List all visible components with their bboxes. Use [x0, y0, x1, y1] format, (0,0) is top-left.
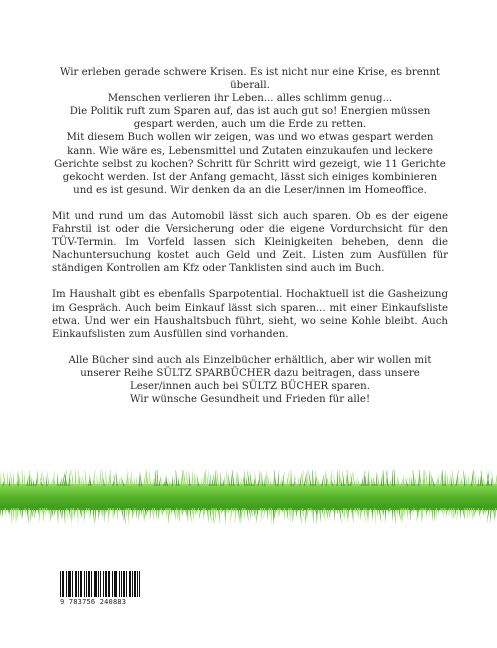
grass-blade [116, 470, 118, 486]
grass-blade [299, 471, 302, 486]
grass-blade [22, 470, 24, 486]
blurb-paragraph-series [52, 354, 448, 406]
grass-blade [383, 508, 384, 517]
grass-blade [200, 477, 201, 486]
grass-blade [66, 508, 67, 521]
grass-blade [261, 471, 263, 486]
grass-blade [238, 471, 239, 486]
grass-blade [13, 470, 15, 486]
grass-blade [337, 508, 338, 515]
blurb-line: Die Politik ruft zum Sparen auf, das ist auch gut so! Energien müssen gespart werden, auch um die Erde zu retten. [69, 106, 431, 131]
grass-blade [139, 472, 140, 486]
grass-blade [189, 508, 191, 523]
grass-blade [466, 508, 467, 520]
grass-blade [108, 508, 109, 524]
grass-blade [363, 508, 366, 524]
blurb-paragraph-intro [52, 66, 448, 197]
grass-blade [20, 508, 22, 519]
grass-blade [128, 508, 129, 525]
grass-blade [112, 508, 113, 521]
grass-blade [425, 470, 428, 486]
grass-blade [392, 470, 394, 486]
grass-blade [290, 508, 291, 525]
grass-blade [348, 508, 349, 523]
grass-blade [213, 477, 215, 486]
barcode-bar [135, 571, 136, 597]
grass-blade [264, 474, 265, 486]
barcode [60, 571, 140, 597]
grass-blade [250, 470, 253, 486]
grass-blade [389, 477, 391, 486]
grass-blade [456, 508, 459, 521]
grass-blade [438, 508, 439, 514]
barcode-bar [121, 571, 122, 597]
grass-blade [282, 508, 283, 514]
grass-blade [10, 470, 12, 486]
grass-blade [22, 508, 23, 520]
grass-blade [372, 508, 373, 522]
grass-blade [161, 477, 162, 486]
grass-blade [139, 508, 140, 522]
barcode-bar [84, 571, 85, 597]
barcode-bar [137, 571, 138, 597]
grass-blade [172, 475, 173, 486]
grass-blade [132, 508, 133, 520]
grass-blade [319, 508, 321, 523]
grass-blade [337, 470, 338, 486]
grass-blade [493, 508, 495, 522]
barcode-bar [126, 571, 127, 597]
grass-blade [293, 508, 294, 524]
grass-blade [88, 508, 89, 514]
grass-blade [339, 508, 342, 524]
grass-blade [464, 508, 465, 522]
grass-blade [50, 508, 52, 523]
grass-blade [286, 508, 288, 522]
grass-blade [312, 508, 313, 525]
grass-blade [29, 470, 31, 486]
barcode-digits: 9 783756 240883 [60, 598, 127, 606]
grass-blade [57, 472, 58, 486]
grass-blade [84, 470, 87, 486]
grass-blade [290, 470, 291, 486]
grass-blade [323, 508, 325, 523]
grass-blade [209, 473, 211, 486]
blurb-line: Menschen verlieren ihr Leben... alles schlimm genug... [107, 93, 393, 105]
grass-blade [396, 508, 398, 515]
grass-blade [176, 470, 178, 486]
grass-blade [451, 476, 452, 486]
grass-blade [31, 475, 32, 486]
grass-blade [140, 471, 142, 486]
grass-blade [150, 508, 151, 520]
grass-blade [255, 508, 256, 516]
grass-blade [407, 508, 408, 520]
grass-blade [101, 508, 102, 518]
barcode-bar [70, 571, 71, 597]
grass-blade [110, 470, 112, 486]
grass-blade [57, 508, 58, 525]
grass-blade [451, 508, 452, 520]
blurb-paragraph-haushalt: Im Haushalt gibt es ebenfalls Sparpotential. Hochaktuell ist die Gasheizung im Gespräch. Auch beim Einkauf lässt sich sparen... mit einer Einkaufsliste etwa. Und wer ein Haushaltsbuch führt, sieht, wo seine Kohle bleibt. Auch Einkaufslisten zum Ausfüllen sind vorhanden. [52, 289, 448, 340]
grass-blade [86, 508, 87, 517]
grass-blade [141, 508, 142, 517]
grass-blade [447, 473, 448, 486]
barcode-bar [112, 571, 113, 597]
grass-blade [11, 508, 12, 526]
grass-blade [187, 508, 188, 522]
blurb-line: Alle Bücher sind auch als Einzelbücher erhältlich, aber wir wollen mit unserer Reihe SÜLTZ SPARBÜCHER dazu beitragen, dass unsere Leser/innen auch bei SÜLTZ BÜCHER sparen. [68, 354, 432, 392]
barcode-bar [100, 571, 101, 597]
grass-blade [246, 508, 248, 523]
grass-blade [463, 470, 465, 486]
barcode-bar [96, 571, 97, 597]
grass-blade [9, 508, 10, 516]
barcode-bar [63, 571, 64, 597]
grass-blade [106, 470, 107, 486]
grass-blade [396, 475, 398, 486]
grass-blade [474, 471, 476, 486]
grass-blade [376, 471, 377, 486]
grass-blade [299, 508, 301, 525]
grass-blade [394, 508, 396, 525]
grass-blade [95, 508, 96, 523]
barcode-bar [123, 571, 124, 597]
blurb-line: Wir erleben gerade schwere Krisen. Es ist nicht nur eine Krise, es brennt überall. [60, 67, 440, 92]
grass-blade [9, 476, 10, 486]
barcode-bar [89, 571, 90, 597]
grass-blade [30, 508, 32, 523]
grass-blade [409, 475, 410, 486]
barcode-bar [106, 571, 107, 597]
grass-blade [266, 470, 267, 486]
grass-blade [99, 470, 101, 486]
grass-blade [68, 470, 70, 486]
grass-blade [440, 470, 443, 486]
grass-blade [490, 508, 492, 525]
grass-blade [15, 508, 16, 525]
grass-blade [13, 508, 14, 523]
grass-blade [226, 470, 228, 486]
barcode-bar [108, 571, 109, 597]
grass-blade [125, 508, 126, 518]
barcode-bar [66, 571, 67, 597]
grass-blade [70, 477, 71, 486]
grass-blade [385, 508, 386, 524]
grass-blade [328, 508, 329, 514]
grass-blade [284, 508, 285, 522]
barcode-bar [75, 571, 76, 597]
barcode-bar [139, 571, 140, 597]
blurb-paragraph-auto: Mit und rund um das Automobil lässt sich auch sparen. Ob es der eigene Fahrstil ist oder die Versicherung oder die eigene Vordurchsicht für den TÜV-Termin. Im Vorfeld lassen sich Kleinigkeiten beheben, denn die Nachuntersuchung kostet auch Geld und Zeit. Listen zum Ausfüllen für ständigen Kontrollen am Kfz oder Tanklisten sind auch im Buch. [52, 210, 448, 275]
grass-blade [240, 508, 241, 525]
grass-blade [453, 508, 454, 519]
grass-blade [214, 508, 217, 525]
grass-blade [342, 470, 344, 486]
grass-blade [367, 470, 368, 486]
grass-blade [473, 508, 474, 519]
barcode-bar [132, 571, 133, 597]
grass-blade [367, 508, 368, 523]
grass-blade [228, 472, 230, 486]
barcode-bar [86, 571, 87, 597]
grass-blade [123, 508, 125, 526]
back-cover-blurb [52, 66, 448, 419]
grass-blade [161, 508, 162, 515]
grass-blade [77, 508, 78, 525]
grass-blade [194, 471, 195, 486]
grass-blade [469, 508, 470, 519]
barcode-bar [116, 571, 117, 597]
grass-blade [431, 508, 433, 522]
grass-blade [189, 470, 191, 486]
barcode-bar [103, 571, 104, 597]
grass-blade [71, 470, 74, 486]
barcode-bar [124, 571, 125, 597]
blurb-line: Mit diesem Buch wollen wir zeigen, was und wo etwas gespart werden kann. Wie wäre es, Lebensmittel und Zutaten einzukaufen und leckere Gerichte selbst zu kochen? Schritt für Schritt wird gezeigt, wie 11 Gerichte gekocht werden. Ist der Anfang gemacht, lässt sich einiges kombinieren und es ist gesund. Wir denken da an die Leser/innen im Homeoffice. [54, 132, 446, 196]
barcode-bar [68, 571, 69, 597]
grass-blade [48, 508, 49, 515]
barcode-bar [72, 571, 73, 597]
grass-blade [394, 470, 395, 486]
grass-blade [0, 471, 1, 486]
grass-blade [207, 508, 209, 523]
barcode-bar [80, 571, 81, 597]
grass-blade [64, 508, 65, 526]
grass-blade [24, 472, 25, 486]
grass-blade [174, 477, 175, 486]
grass-blade [491, 476, 492, 486]
grass-blade [119, 478, 120, 486]
grass-blade [218, 508, 220, 524]
grass-blade [383, 470, 384, 486]
grass-blade [149, 470, 151, 486]
grass-blade [273, 508, 274, 526]
grass-blade [233, 508, 234, 515]
barcode-bar [78, 571, 79, 597]
grass-blade [92, 508, 94, 525]
grass-blade [392, 508, 393, 523]
grass-blade [436, 508, 437, 522]
grass-blade [487, 508, 490, 524]
barcode-bar [98, 571, 99, 597]
grass-blade [0, 508, 1, 517]
grass-blade [449, 472, 451, 486]
grass-blade [277, 508, 278, 518]
grass-blade [81, 508, 82, 517]
blurb-line: Wir wünsche Gesundheit und Frieden für alle! [129, 394, 371, 406]
grass-blade [75, 470, 76, 486]
grass-blade [119, 508, 120, 514]
barcode-bar [94, 571, 95, 597]
grass-blade [103, 476, 104, 486]
grass-blade [230, 508, 232, 524]
grass-blade [378, 508, 381, 523]
barcode-bar [60, 571, 61, 597]
grass-blade [53, 470, 55, 486]
barcode-bar [115, 571, 116, 597]
grass-blade [143, 508, 144, 520]
barcode-bar [62, 571, 63, 597]
grass-blade [186, 470, 188, 486]
grass-blade [268, 508, 269, 517]
grass-blade [429, 470, 430, 486]
grass-blade [16, 508, 19, 522]
grass-blade [235, 470, 237, 486]
grass-blade [458, 471, 459, 486]
grass-blade [477, 476, 478, 486]
grass-blade [316, 508, 318, 525]
grass-blade [238, 508, 240, 523]
grass-blade [412, 470, 415, 486]
grass-blade [180, 508, 182, 516]
grass-blade [449, 508, 451, 517]
barcode-bar [134, 571, 135, 597]
barcode-bar [130, 571, 131, 597]
grass-blade [460, 508, 461, 520]
grass-blade [312, 470, 313, 486]
barcode-bar [119, 571, 120, 597]
grass-blade [156, 508, 157, 519]
grass-blade [176, 508, 178, 522]
grass-blade [224, 508, 225, 525]
grass-blade [158, 508, 159, 521]
grass-blade [7, 470, 8, 486]
grass-blade [101, 470, 102, 486]
grass-blade [247, 470, 250, 486]
grass-blade [220, 471, 221, 486]
grass-blade [84, 508, 85, 523]
grass-blade [207, 470, 209, 486]
grass-blade [420, 508, 422, 523]
grass-blade [277, 470, 279, 486]
barcode-bar [129, 571, 130, 597]
grass-blade [211, 472, 214, 486]
grass-blade [117, 508, 118, 522]
grass-blade [400, 508, 401, 523]
grass-blade [154, 470, 156, 486]
barcode-bar [69, 571, 70, 597]
grass-blade [191, 470, 192, 486]
grass-blade [209, 508, 212, 523]
grass-blade [42, 471, 45, 486]
grass-blade [442, 470, 443, 486]
grass-blade [334, 508, 336, 522]
grass-blade [103, 508, 104, 523]
grass-blade [70, 508, 71, 526]
grass-blade [433, 508, 434, 522]
grass-blade [374, 508, 376, 525]
grass-blade [234, 508, 236, 525]
grass-blade [215, 470, 217, 486]
grass-blade [411, 476, 413, 486]
grass-blade [495, 508, 496, 519]
grass-blade [28, 508, 30, 514]
grass-blade [422, 508, 424, 524]
barcode-bar [91, 571, 92, 597]
barcode-bar [88, 571, 89, 597]
grass-blade [409, 508, 410, 522]
grass-blade [352, 508, 353, 524]
grass-blade [271, 508, 272, 526]
grass-blade [130, 470, 132, 486]
grass-blade [106, 508, 107, 516]
barcode-bar [114, 571, 115, 597]
grass-blade [403, 474, 404, 486]
grass-blade [178, 508, 179, 523]
grass-blade [231, 473, 232, 486]
grass-border [0, 470, 497, 526]
grass-blade [288, 478, 289, 486]
grass-blade [339, 470, 340, 486]
barcode-bar [76, 571, 77, 597]
grass-blade [202, 508, 203, 520]
grass-blade [39, 508, 41, 524]
grass-blade [442, 508, 443, 514]
barcode-bar [105, 571, 106, 597]
grass-blade [288, 508, 290, 517]
grass-blade [254, 470, 256, 486]
grass-blade [444, 470, 445, 486]
grass-blade [152, 508, 154, 522]
grass-blade [156, 470, 158, 486]
barcode-bar [81, 571, 82, 597]
grass-blade [343, 508, 345, 522]
grass-blade [194, 508, 195, 516]
barcode-bar [95, 571, 96, 597]
grass-blade [301, 470, 303, 486]
grass-blade [381, 471, 383, 486]
barcode-bar [109, 571, 110, 597]
grass-blade [167, 508, 168, 524]
